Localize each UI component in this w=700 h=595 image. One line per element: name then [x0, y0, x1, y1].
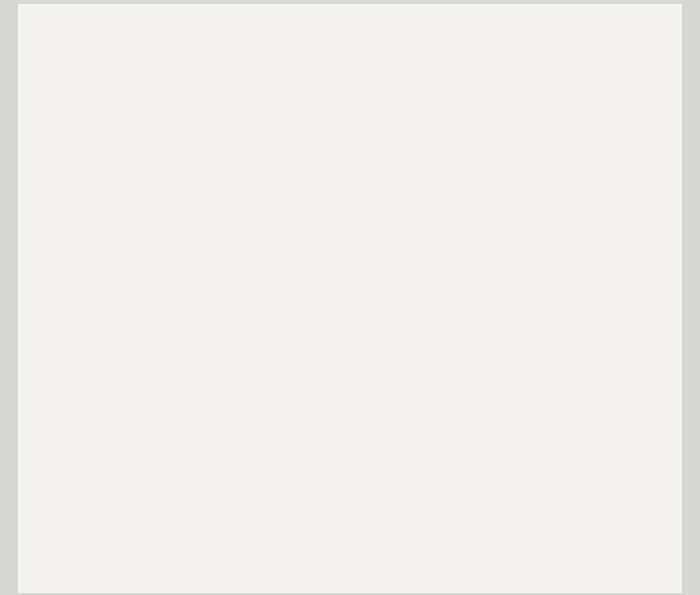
worksheet-page: [18, 4, 682, 593]
floor-plan: [18, 4, 682, 424]
